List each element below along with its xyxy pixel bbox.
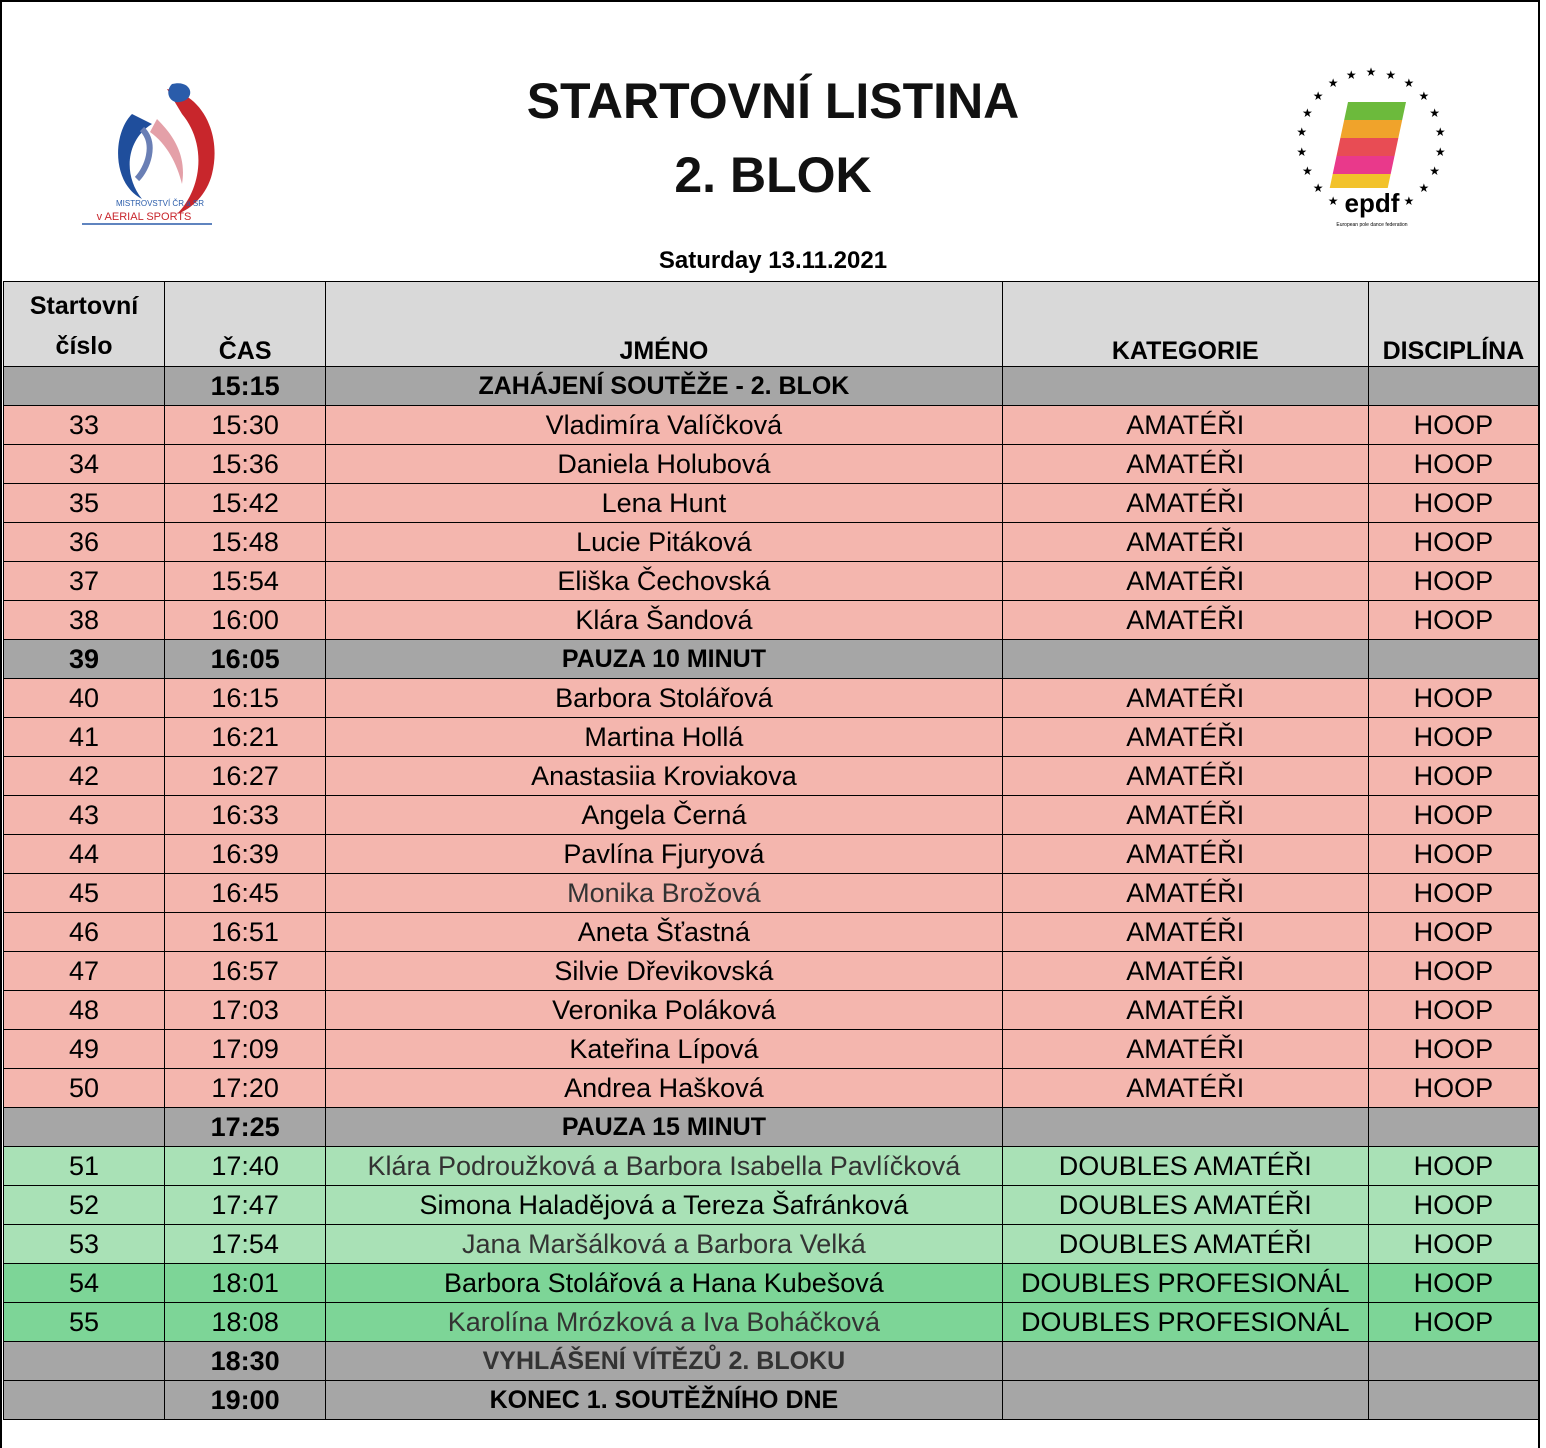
category-cell: DOUBLES AMATÉŘI bbox=[1002, 1186, 1368, 1225]
name-cell: Karolína Mrózková a Iva Boháčková bbox=[326, 1303, 1002, 1342]
start-number-cell: 52 bbox=[4, 1186, 165, 1225]
table-row bbox=[4, 679, 1539, 718]
name-cell: Simona Haladějová a Tereza Šafránková bbox=[326, 1186, 1002, 1225]
table-row bbox=[4, 1186, 1539, 1225]
logo-right-small-text: European pole dance federation bbox=[1336, 222, 1408, 228]
name-cell: Klára Šandová bbox=[326, 601, 1002, 640]
page-title: STARTOVNÍ LISTINA bbox=[526, 73, 1020, 129]
header-start-number-line2: číslo bbox=[55, 332, 113, 360]
start-number-cell: 41 bbox=[4, 718, 165, 757]
epdf-logo bbox=[1286, 64, 1456, 234]
svg-text:★: ★ bbox=[1434, 125, 1446, 140]
category-cell: DOUBLES PROFESIONÁL bbox=[1002, 1303, 1368, 1342]
category-cell: AMATÉŘI bbox=[1002, 1030, 1368, 1069]
discipline-cell bbox=[1368, 1381, 1538, 1420]
table-row bbox=[4, 718, 1539, 757]
discipline-cell: HOOP bbox=[1368, 718, 1538, 757]
svg-text:★: ★ bbox=[1365, 65, 1377, 79]
table-row bbox=[4, 1264, 1539, 1303]
table-row bbox=[4, 835, 1539, 874]
category-cell bbox=[1002, 1342, 1368, 1381]
start-number-cell: 47 bbox=[4, 952, 165, 991]
name-cell: Veronika Poláková bbox=[326, 991, 1002, 1030]
name-cell: Klára Podroužková a Barbora Isabella Pavlíčková bbox=[326, 1147, 1002, 1186]
svg-text:★: ★ bbox=[1301, 164, 1313, 179]
category-cell: AMATÉŘI bbox=[1002, 445, 1368, 484]
time-cell: 15:54 bbox=[165, 562, 326, 601]
svg-text:★: ★ bbox=[1296, 144, 1308, 159]
table-row bbox=[4, 952, 1539, 991]
discipline-cell: HOOP bbox=[1368, 874, 1538, 913]
time-cell: 19:00 bbox=[165, 1381, 326, 1420]
svg-text:★: ★ bbox=[1418, 89, 1430, 104]
logo-right-main-text: epdf bbox=[1344, 188, 1400, 218]
name-cell: Eliška Čechovská bbox=[326, 562, 1002, 601]
discipline-cell: HOOP bbox=[1368, 445, 1538, 484]
start-number-cell: 55 bbox=[4, 1303, 165, 1342]
category-cell: AMATÉŘI bbox=[1002, 835, 1368, 874]
name-cell: Daniela Holubová bbox=[326, 445, 1002, 484]
discipline-cell: HOOP bbox=[1368, 1303, 1538, 1342]
discipline-cell: HOOP bbox=[1368, 1030, 1538, 1069]
discipline-cell: HOOP bbox=[1368, 952, 1538, 991]
table-row bbox=[4, 445, 1539, 484]
time-cell: 16:51 bbox=[165, 913, 326, 952]
discipline-cell bbox=[1368, 1342, 1538, 1381]
category-cell: DOUBLES PROFESIONÁL bbox=[1002, 1264, 1368, 1303]
svg-text:★: ★ bbox=[1385, 67, 1397, 82]
start-number-cell: 54 bbox=[4, 1264, 165, 1303]
name-cell: Jana Maršálková a Barbora Velká bbox=[326, 1225, 1002, 1264]
start-number-cell bbox=[4, 1108, 165, 1147]
discipline-cell: HOOP bbox=[1368, 991, 1538, 1030]
table-row bbox=[4, 913, 1539, 952]
category-cell: DOUBLES AMATÉŘI bbox=[1002, 1147, 1368, 1186]
time-cell: 15:30 bbox=[165, 406, 326, 445]
start-number-cell: 37 bbox=[4, 562, 165, 601]
section-row bbox=[4, 1381, 1539, 1420]
header-category: KATEGORIE bbox=[1002, 282, 1368, 367]
header-start-number-line1: Startovní bbox=[29, 292, 139, 320]
category-cell: AMATÉŘI bbox=[1002, 874, 1368, 913]
table-row bbox=[4, 1303, 1539, 1342]
discipline-cell: HOOP bbox=[1368, 1069, 1538, 1108]
table-row bbox=[4, 1147, 1539, 1186]
time-cell: 17:20 bbox=[165, 1069, 326, 1108]
svg-text:★: ★ bbox=[1403, 76, 1415, 91]
start-number-cell: 45 bbox=[4, 874, 165, 913]
name-cell: Anastasiia Kroviakova bbox=[326, 757, 1002, 796]
start-number-cell: 34 bbox=[4, 445, 165, 484]
category-cell: AMATÉŘI bbox=[1002, 1069, 1368, 1108]
svg-text:★: ★ bbox=[1327, 193, 1339, 208]
svg-text:★: ★ bbox=[1429, 164, 1441, 179]
start-number-cell: 51 bbox=[4, 1147, 165, 1186]
table-row bbox=[4, 757, 1539, 796]
time-cell: 15:36 bbox=[165, 445, 326, 484]
logo-left-main-text: v AERIAL SPORTS bbox=[96, 211, 192, 223]
table-row bbox=[4, 991, 1539, 1030]
table-row bbox=[4, 406, 1539, 445]
name-cell: Martina Hollá bbox=[326, 718, 1002, 757]
svg-text:★: ★ bbox=[1403, 193, 1415, 208]
name-cell: Barbora Stolářová a Hana Kubešová bbox=[326, 1264, 1002, 1303]
category-cell: AMATÉŘI bbox=[1002, 913, 1368, 952]
header-name: JMÉNO bbox=[326, 282, 1002, 367]
table-row bbox=[4, 484, 1539, 523]
category-cell: DOUBLES AMATÉŘI bbox=[1002, 1225, 1368, 1264]
category-cell: AMATÉŘI bbox=[1002, 601, 1368, 640]
category-cell bbox=[1002, 367, 1368, 406]
time-cell: 17:03 bbox=[165, 991, 326, 1030]
discipline-cell: HOOP bbox=[1368, 484, 1538, 523]
svg-text:★: ★ bbox=[1296, 125, 1308, 140]
category-cell: AMATÉŘI bbox=[1002, 523, 1368, 562]
table-row bbox=[4, 601, 1539, 640]
time-cell: 16:39 bbox=[165, 835, 326, 874]
svg-text:★: ★ bbox=[1327, 76, 1339, 91]
start-number-cell: 53 bbox=[4, 1225, 165, 1264]
name-cell: Aneta Šťastná bbox=[326, 913, 1002, 952]
discipline-cell: HOOP bbox=[1368, 1225, 1538, 1264]
discipline-cell: HOOP bbox=[1368, 1264, 1538, 1303]
category-cell: AMATÉŘI bbox=[1002, 991, 1368, 1030]
category-cell bbox=[1002, 1108, 1368, 1147]
discipline-cell: HOOP bbox=[1368, 406, 1538, 445]
section-row bbox=[4, 1108, 1539, 1147]
discipline-cell: HOOP bbox=[1368, 835, 1538, 874]
start-number-cell bbox=[4, 1381, 165, 1420]
time-cell: 17:25 bbox=[165, 1108, 326, 1147]
time-cell: 17:47 bbox=[165, 1186, 326, 1225]
svg-text:★: ★ bbox=[1434, 144, 1446, 159]
name-cell: Silvie Dřevikovská bbox=[326, 952, 1002, 991]
logo-left-small-text: MISTROVSTVÍ ČR a SR bbox=[115, 199, 205, 208]
time-cell: 16:15 bbox=[165, 679, 326, 718]
svg-text:★: ★ bbox=[1312, 89, 1324, 104]
time-cell: 18:30 bbox=[165, 1342, 326, 1381]
start-number-cell bbox=[4, 367, 165, 406]
table-row bbox=[4, 796, 1539, 835]
table-row bbox=[4, 1030, 1539, 1069]
time-cell: 15:42 bbox=[165, 484, 326, 523]
discipline-cell: HOOP bbox=[1368, 679, 1538, 718]
name-cell: Lena Hunt bbox=[326, 484, 1002, 523]
table-body bbox=[4, 367, 1539, 1420]
start-number-cell: 35 bbox=[4, 484, 165, 523]
category-cell: AMATÉŘI bbox=[1002, 718, 1368, 757]
discipline-cell: HOOP bbox=[1368, 796, 1538, 835]
event-date: Saturday 13.11.2021 bbox=[658, 247, 888, 274]
time-cell: 18:08 bbox=[165, 1303, 326, 1342]
table-row bbox=[4, 523, 1539, 562]
time-cell: 18:01 bbox=[165, 1264, 326, 1303]
start-number-cell: 39 bbox=[4, 640, 165, 679]
name-cell: Andrea Hašková bbox=[326, 1069, 1002, 1108]
start-number-cell: 50 bbox=[4, 1069, 165, 1108]
category-cell bbox=[1002, 640, 1368, 679]
start-number-cell: 33 bbox=[4, 406, 165, 445]
discipline-cell: HOOP bbox=[1368, 913, 1538, 952]
category-cell: AMATÉŘI bbox=[1002, 562, 1368, 601]
svg-text:★: ★ bbox=[1312, 180, 1324, 195]
category-cell: AMATÉŘI bbox=[1002, 952, 1368, 991]
category-cell: AMATÉŘI bbox=[1002, 406, 1368, 445]
category-cell: AMATÉŘI bbox=[1002, 484, 1368, 523]
time-cell: 16:00 bbox=[165, 601, 326, 640]
table-row bbox=[4, 1225, 1539, 1264]
time-cell: 16:45 bbox=[165, 874, 326, 913]
start-list-table bbox=[3, 281, 1539, 1420]
category-cell: AMATÉŘI bbox=[1002, 757, 1368, 796]
table-row bbox=[4, 874, 1539, 913]
start-number-cell: 46 bbox=[4, 913, 165, 952]
time-cell: 17:09 bbox=[165, 1030, 326, 1069]
section-row bbox=[4, 640, 1539, 679]
name-cell: VYHLÁŠENÍ VÍTĚZŮ 2. BLOKU bbox=[326, 1342, 1002, 1381]
header-discipline: DISCIPLÍNA bbox=[1368, 282, 1538, 367]
time-cell: 16:05 bbox=[165, 640, 326, 679]
start-number-cell: 48 bbox=[4, 991, 165, 1030]
header-start-number bbox=[4, 282, 165, 367]
name-cell: KONEC 1. SOUTĚŽNÍHO DNE bbox=[326, 1381, 1002, 1420]
discipline-cell: HOOP bbox=[1368, 523, 1538, 562]
name-cell: ZAHÁJENÍ SOUTĚŽE - 2. BLOK bbox=[326, 367, 1002, 406]
table-row bbox=[4, 1069, 1539, 1108]
svg-text:★: ★ bbox=[1429, 105, 1441, 120]
start-number-cell: 36 bbox=[4, 523, 165, 562]
discipline-cell: HOOP bbox=[1368, 1147, 1538, 1186]
start-number-cell: 44 bbox=[4, 835, 165, 874]
name-cell: Barbora Stolářová bbox=[326, 679, 1002, 718]
time-cell: 17:54 bbox=[165, 1225, 326, 1264]
name-cell: Pavlína Fjuryová bbox=[326, 835, 1002, 874]
start-number-cell: 43 bbox=[4, 796, 165, 835]
name-cell: PAUZA 15 MINUT bbox=[326, 1108, 1002, 1147]
name-cell: PAUZA 10 MINUT bbox=[326, 640, 1002, 679]
section-row bbox=[4, 1342, 1539, 1381]
name-cell: Monika Brožová bbox=[326, 874, 1002, 913]
header-time: ČAS bbox=[165, 282, 326, 367]
category-cell bbox=[1002, 1381, 1368, 1420]
svg-text:★: ★ bbox=[1418, 180, 1430, 195]
page-subtitle: 2. BLOK bbox=[674, 147, 872, 203]
discipline-cell: HOOP bbox=[1368, 562, 1538, 601]
discipline-cell: HOOP bbox=[1368, 757, 1538, 796]
discipline-cell bbox=[1368, 1108, 1538, 1147]
table-row bbox=[4, 562, 1539, 601]
discipline-cell bbox=[1368, 367, 1538, 406]
name-cell: Lucie Pitáková bbox=[326, 523, 1002, 562]
time-cell: 15:48 bbox=[165, 523, 326, 562]
name-cell: Kateřina Lípová bbox=[326, 1030, 1002, 1069]
discipline-cell: HOOP bbox=[1368, 601, 1538, 640]
svg-text:★: ★ bbox=[1345, 67, 1357, 82]
category-cell: AMATÉŘI bbox=[1002, 679, 1368, 718]
name-cell: Vladimíra Valíčková bbox=[326, 406, 1002, 445]
section-row bbox=[4, 367, 1539, 406]
discipline-cell bbox=[1368, 640, 1538, 679]
time-cell: 17:40 bbox=[165, 1147, 326, 1186]
time-cell: 16:27 bbox=[165, 757, 326, 796]
time-cell: 15:15 bbox=[165, 367, 326, 406]
start-number-cell: 38 bbox=[4, 601, 165, 640]
name-cell: Angela Černá bbox=[326, 796, 1002, 835]
start-number-cell: 49 bbox=[4, 1030, 165, 1069]
discipline-cell: HOOP bbox=[1368, 1186, 1538, 1225]
start-number-cell: 40 bbox=[4, 679, 165, 718]
time-cell: 16:33 bbox=[165, 796, 326, 835]
header-row bbox=[4, 282, 1539, 367]
start-number-cell bbox=[4, 1342, 165, 1381]
time-cell: 16:21 bbox=[165, 718, 326, 757]
category-cell: AMATÉŘI bbox=[1002, 796, 1368, 835]
time-cell: 16:57 bbox=[165, 952, 326, 991]
svg-text:★: ★ bbox=[1301, 105, 1313, 120]
start-number-cell: 42 bbox=[4, 757, 165, 796]
